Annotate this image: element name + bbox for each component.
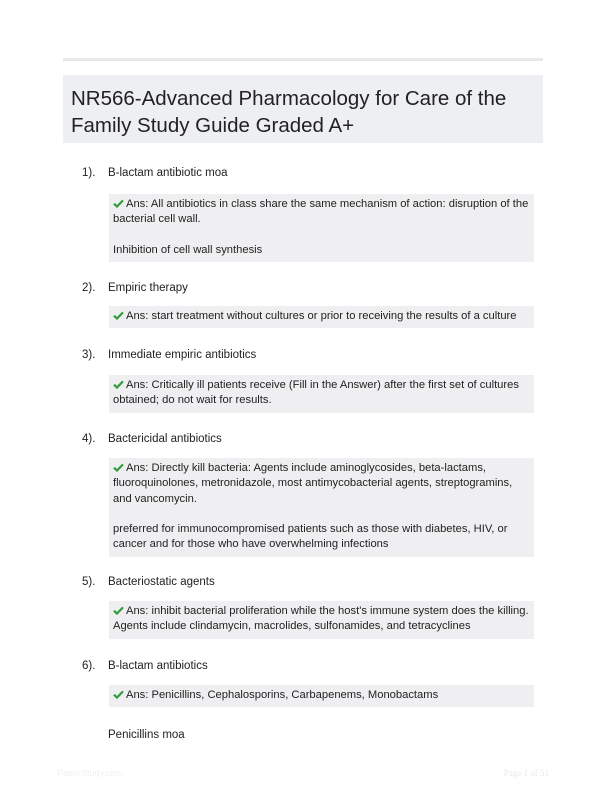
answer-text: Ans: inhibit bacterial proliferation while the host's immune system does the killing. Agents include clindamycin, macrolides, sulfonamides, and tetracyclines <box>113 605 529 633</box>
question-number: 6). <box>82 660 96 672</box>
document-title: NR566-Advanced Pharmacology for Care of the Family Study Guide Graded A+ <box>71 87 507 137</box>
question-text: B-lactam antibiotic moa <box>108 167 228 179</box>
answer-text: preferred for immunocompromised patients such as those with diabetes, HIV, or cancer and for those who have overwhelming infections <box>113 523 508 551</box>
check-icon <box>113 463 124 472</box>
question-text: B-lactam antibiotics <box>108 660 208 672</box>
question-text: Bacteriostatic agents <box>108 576 215 588</box>
answer-text: Ans: start treatment without cultures or prior to receiving the results of a culture <box>126 310 517 322</box>
answer-box-4 <box>109 458 534 557</box>
answer-box-1 <box>109 194 534 262</box>
answer-text: Ans: Directly kill bacteria: Agents include aminoglycosides, beta-lactams, fluoroquinolones, metronidazole, most antimycobacterial agents, streptogramins, and vancomycin. <box>113 462 513 505</box>
answer-box-3 <box>109 375 534 413</box>
top-rule <box>63 58 543 61</box>
check-icon <box>113 199 124 208</box>
check-icon <box>113 380 124 389</box>
answer-text: Ans: Penicillins, Cephalosporins, Carbapenems, Monobactams <box>126 689 439 701</box>
question-number: 5). <box>82 576 96 588</box>
answer-box-6 <box>109 685 534 707</box>
answer-text: Ans: Critically ill patients receive (Fill in the Answer) after the first set of cultures obtained; do not wait for results. <box>113 379 519 407</box>
question-number: 4). <box>82 433 96 445</box>
footer-page-number: Page 1 of 51 <box>503 768 549 778</box>
continuation-text: Penicillins moa <box>108 729 185 741</box>
check-icon <box>113 606 124 615</box>
question-number: 2). <box>82 282 96 294</box>
check-icon <box>113 311 124 320</box>
footer-site-watermark: PaperStudy.com <box>57 768 123 778</box>
answer-box-2 <box>109 306 534 328</box>
answer-text: Inhibition of cell wall synthesis <box>113 243 263 256</box>
question-text: Bactericidal antibiotics <box>108 433 222 445</box>
question-number: 1). <box>82 167 96 179</box>
question-text: Empiric therapy <box>108 282 188 294</box>
question-text: Immediate empiric antibiotics <box>108 349 257 361</box>
answer-box-5 <box>109 601 534 639</box>
check-icon <box>113 690 124 699</box>
answer-text: Ans: All antibiotics in class share the same mechanism of action: disruption of the bacterial cell wall. <box>113 198 529 226</box>
title-banner <box>63 75 543 143</box>
question-number: 3). <box>82 349 96 361</box>
